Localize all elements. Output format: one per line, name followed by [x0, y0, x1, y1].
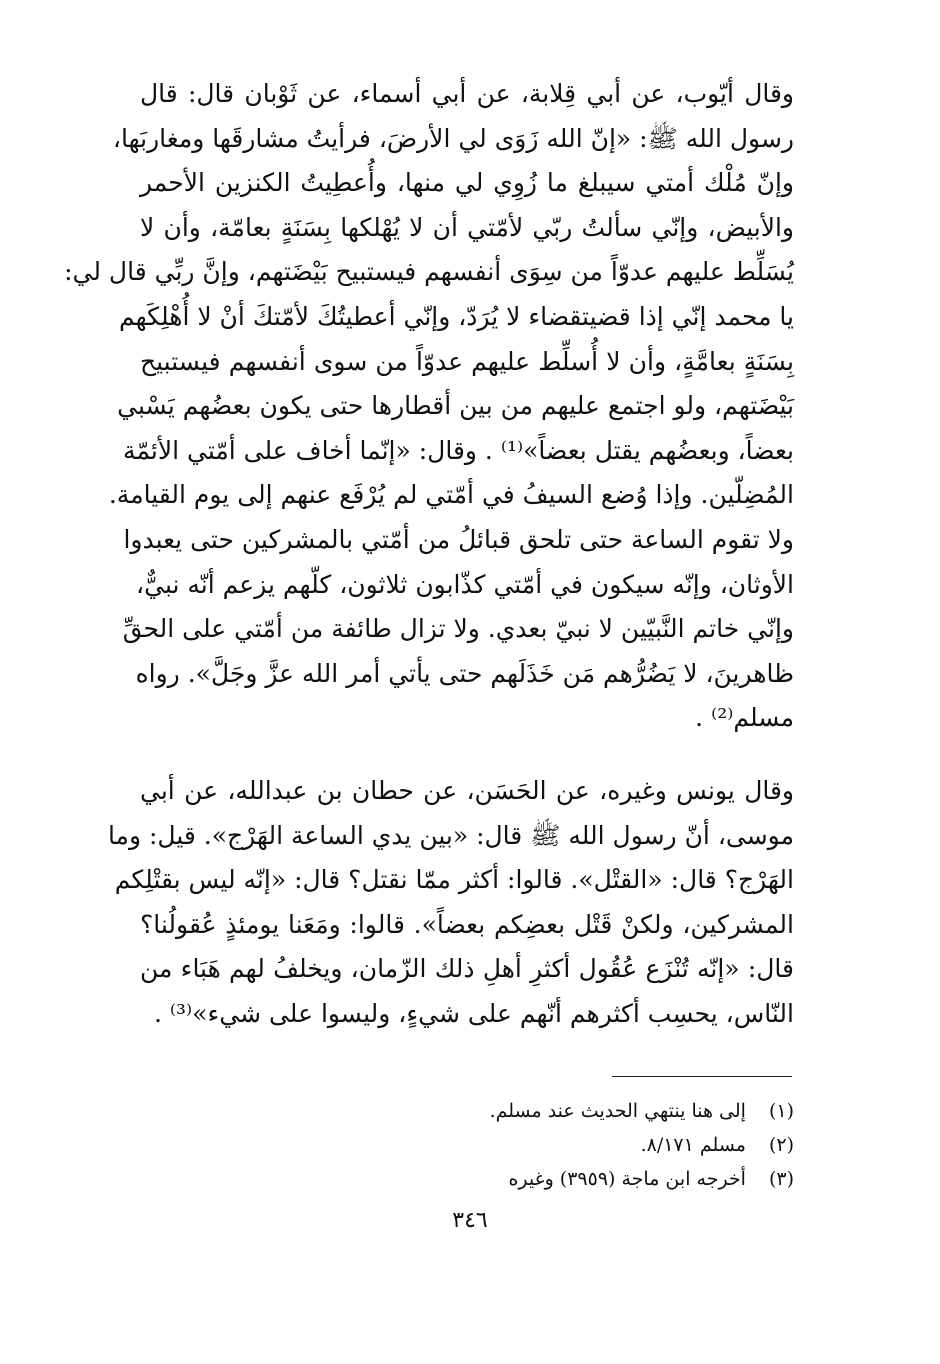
page-number: ٣٤٦: [452, 1208, 488, 1233]
text-line: والأبيض، وإنّي سألتُ ربّي لأمّتي أن لا يُهْلكها بِسَنَةٍ بعامّة، وأن لا: [140, 212, 794, 242]
text-line: بعضاً، وبعضُهم يقتل بعضاً»⁽¹⁾ . وقال: «إنّما أخاف على أمّتي الأئمّة: [123, 435, 794, 465]
text-line: ظاهرينَ، لا يَضُرُّهم مَن خَذَلَهم حتى يأتي أمر الله عزَّ وجَلَّ». رواه: [135, 658, 794, 688]
text-line: بِسَنَةٍ بعامَّةٍ، وأن لا أُسلِّط عليهم عدوّاً من سوى أنفسهم فيستبيح: [140, 346, 794, 376]
footnote-text: أخرجه ابن ماجة (٣٩٥٩) وغيره: [508, 1168, 746, 1190]
text-line: الأوثان، وإنّه سيكون في أمّتي كذّابون ثلاثون، كلّهم يزعم أنّه نبيٌّ،: [136, 569, 794, 599]
text-line: مسلم⁽²⁾ .: [695, 703, 794, 733]
text-line: المشركين، ولكنْ قَتْل بعضِكم بعضاً». قالوا: ومَعَنا يومئذٍ عُقولُنا؟: [140, 909, 794, 939]
text-line: النّاس، يحسِب أكثرهم أنّهم على شيءٍ، وليسوا على شيء»⁽³⁾ .: [153, 998, 794, 1028]
footnote-divider: [612, 1076, 792, 1077]
text-line: موسى، أنّ رسول الله ﷺ قال: «بين يدي الساعة الهَرْج». قيل: وما: [107, 820, 794, 850]
text-line: وقال أيّوب، عن أبي قِلابة، عن أبي أسماء، عن ثَوْبان قال: قال: [140, 79, 794, 108]
text-line: بَيْضَتهم، ولو اجتمع عليهم من بين أقطارها حتى يكون بعضُهم يَسْبي: [117, 391, 794, 421]
paragraph-1: [64, 72, 794, 741]
text-line: وقال يونس وغيره، عن الحَسَن، عن حطان بن عبدالله، عن أبي: [140, 775, 794, 805]
text-line: ولا تقوم الساعة حتى تلحق قبائلُ من أمّتي بالمشركين حتى يعبدوا: [123, 524, 794, 554]
footnote-text: مسلم ٨/١٧١.: [640, 1134, 746, 1156]
text-line: المُضِلّين. وإذا وُضع السيفُ في أمّتي لم يُرْفَع عنهم إلى يوم القيامة.: [108, 480, 794, 510]
text-line: وإنّي خاتم النَّبيّين لا نبيّ بعدي. ولا تزال طائفة من أمّتي على الحقِّ: [122, 614, 794, 644]
text-line: وإنّ مُلْك أمتي سيبلغ ما زُوِي لي منها، وأُعطِيتُ الكنزين الأحمر: [140, 168, 794, 198]
text-line: يا محمد إنّي إذا قضيتقضاء لا يُرَدّ، وإنّي أعطيتُكَ لأمّتكَ أنْ لا أُهْلِكَهم: [119, 301, 794, 331]
text-line: قال: «إنّه تُنْزَع عُقُول أكثرِ أهلِ ذلك الزّمان، ويخلفُ لهم هَبَاء من: [140, 954, 794, 984]
footnote-item: [490, 1162, 794, 1196]
footnote-text: إلى هنا ينتهي الحديث عند مسلم.: [489, 1100, 746, 1122]
text-line: يُسَلِّط عليهم عدوّاً من سِوَى أنفسهم فيستبيح بَيْضَتهم، وإنَّ ربِّي قال لي:: [64, 257, 794, 287]
footnote-item: [490, 1128, 794, 1162]
paragraph-2: [107, 769, 794, 1037]
footnote-number: (٣): [768, 1168, 794, 1190]
footnote-item: [490, 1094, 794, 1128]
text-line: الهَرْج؟ قال: «القتْل». قالوا: أكثر ممّا نقتل؟ قال: «إنّه ليس بقتْلِكم: [114, 865, 794, 895]
footnote-number: (١): [768, 1100, 794, 1122]
page-body: [64, 72, 794, 1036]
footnote-number: (٢): [768, 1134, 794, 1156]
footnotes: [490, 1094, 794, 1196]
text-line: رسول الله ﷺ: «إنّ الله زَوَى لي الأرضَ، فرأيتُ مشارقَها ومغاربَها،: [112, 123, 794, 153]
